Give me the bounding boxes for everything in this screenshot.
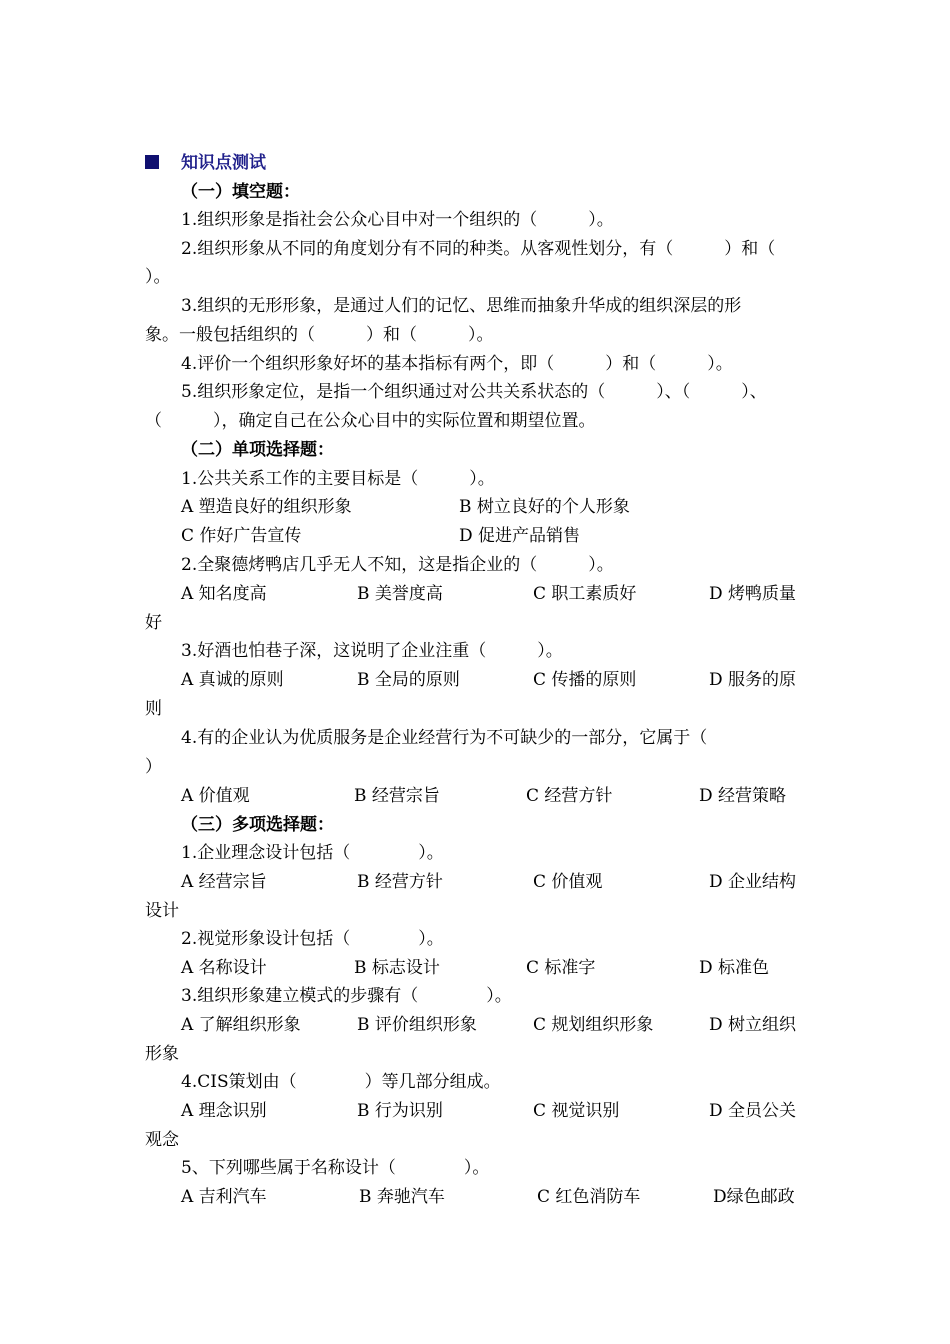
part3-q2-options [181, 957, 851, 979]
option-d: D 树立组织 [709, 1015, 797, 1035]
option-d: D 经营策略 [699, 786, 787, 806]
option-c: C 传播的原则 [533, 670, 637, 690]
part1-title: （一）填空题： [181, 182, 300, 202]
part3-title: （三）多项选择题： [181, 815, 334, 835]
option-c: C 经营方针 [526, 786, 613, 806]
part3-q1-options [181, 871, 851, 893]
option-a: A 了解组织形象 [181, 1015, 301, 1035]
square-bullet-icon [145, 155, 159, 169]
part3-q1-wrap: 设计 [145, 901, 179, 921]
option-b: B 经营方针 [357, 872, 443, 892]
part3-q2: 2.视觉形象设计包括（ ）。 [181, 929, 444, 949]
option-b: B 全局的原则 [357, 670, 460, 690]
option-a: A 价值观 [181, 786, 250, 806]
part2-q3-wrap: 则 [145, 699, 162, 719]
option-b: B 树立良好的个人形象 [459, 497, 630, 517]
part3-q3-options [181, 1014, 851, 1036]
option-d: D 全员公关 [709, 1101, 797, 1121]
part3-q5-options [181, 1186, 851, 1208]
option-b: B 经营宗旨 [354, 786, 440, 806]
part1-q5: 5.组织形象定位，是指一个组织通过对公共关系状态的（ ）、（ ）、 [181, 382, 767, 402]
part1-q2-wrap: ）。 [145, 267, 171, 287]
option-b: B 标志设计 [354, 958, 440, 978]
option-c: C 作好广告宣传 [181, 526, 302, 546]
part2-q2-options [181, 583, 851, 605]
option-d: D 标准色 [699, 958, 770, 978]
option-a: A 塑造良好的组织形象 [181, 497, 352, 517]
option-c: C 标准字 [526, 958, 596, 978]
part2-q3: 3.好酒也怕巷子深，这说明了企业注重（ ）。 [181, 641, 563, 661]
part2-title: （二）单项选择题： [181, 440, 334, 460]
option-b: B 奔驰汽车 [359, 1187, 445, 1207]
option-a: A 知名度高 [181, 584, 267, 604]
section-title: 知识点测试 [145, 152, 815, 174]
part2-q4-options [181, 785, 851, 807]
part3-q4-options [181, 1100, 851, 1122]
option-d: D 服务的原 [709, 670, 797, 690]
part3-q3: 3.组织形象建立模式的步骤有（ ）。 [181, 986, 512, 1006]
option-d: D 促进产品销售 [459, 526, 581, 546]
option-c: C 价值观 [533, 872, 603, 892]
option-c: C 红色消防车 [537, 1187, 641, 1207]
option-a: A 经营宗旨 [181, 872, 267, 892]
option-c: C 职工素质好 [533, 584, 637, 604]
option-b: B 评价组织形象 [357, 1015, 477, 1035]
part3-q4: 4.CIS策划由（ ）等几部分组成。 [181, 1072, 501, 1092]
option-a: A 名称设计 [181, 958, 267, 978]
part2-q1: 1.公共关系工作的主要目标是（ ）。 [181, 469, 495, 489]
option-a: A 理念识别 [181, 1101, 267, 1121]
part2-q1-options-row1 [181, 496, 851, 518]
part1-q5-wrap: （ ），确定自己在公众心目中的实际位置和期望位置。 [145, 411, 596, 431]
part1-q1: 1.组织形象是指社会公众心目中对一个组织的（ ）。 [181, 210, 614, 230]
part2-q4-wrap: ） [145, 757, 162, 777]
option-b: B 行为识别 [357, 1101, 443, 1121]
option-c: C 规划组织形象 [533, 1015, 654, 1035]
option-d: D 企业结构 [709, 872, 797, 892]
option-a: A 真诚的原则 [181, 670, 284, 690]
part3-q5: 5、下列哪些属于名称设计（ ）。 [181, 1158, 490, 1178]
part1-q4: 4.评价一个组织形象好坏的基本指标有两个，即（ ）和（ ）。 [181, 354, 733, 374]
part3-q4-wrap: 观念 [145, 1130, 179, 1150]
option-c: C 视觉识别 [533, 1101, 620, 1121]
part2-q2: 2.全聚德烤鸭店几乎无人不知，这是指企业的（ ）。 [181, 555, 614, 575]
option-b: B 美誉度高 [357, 584, 443, 604]
part1-q3: 3.组织的无形形象，是通过人们的记忆、思维而抽象升华成的组织深层的形 [181, 296, 742, 316]
part2-q2-wrap: 好 [145, 613, 162, 633]
option-a: A 吉利汽车 [181, 1187, 267, 1207]
part2-q1-options-row2 [181, 525, 851, 547]
part2-q4: 4.有的企业认为优质服务是企业经营行为不可缺少的一部分，它属于（ [181, 728, 708, 748]
part1-q3-wrap: 象。一般包括组织的（ ）和（ ）。 [145, 325, 494, 345]
part3-q1: 1.企业理念设计包括（ ）。 [181, 843, 444, 863]
option-d: D 烤鸭质量 [709, 584, 797, 604]
part2-q3-options [181, 669, 851, 691]
part3-q3-wrap: 形象 [145, 1044, 179, 1064]
part1-q2: 2.组织形象从不同的角度划分有不同的种类。从客观性划分，有（ ）和（ [181, 239, 776, 259]
option-d: D绿色邮政 [713, 1187, 795, 1207]
